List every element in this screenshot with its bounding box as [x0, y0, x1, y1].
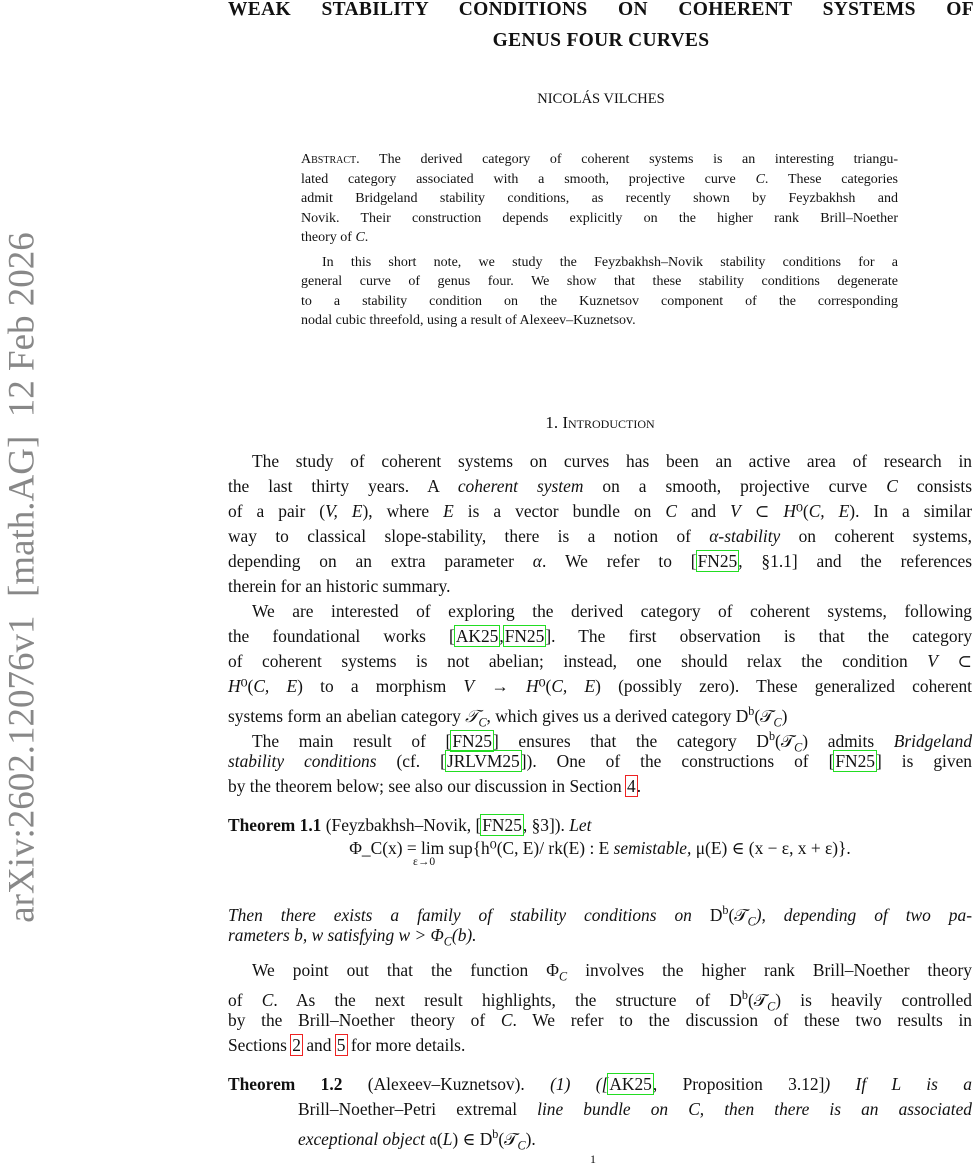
text-segment: C — [886, 476, 898, 496]
formula-lhs: Φ_C(x) = — [349, 838, 421, 858]
text-segment: to a stability condition on the Kuznetsov component of the corresponding — [301, 294, 898, 309]
text-segment: V, E — [325, 501, 363, 521]
text-segment: consists — [897, 476, 972, 496]
text-segment: ) is heavily controlled — [775, 989, 972, 1010]
abstract-line — [301, 150, 898, 169]
text-segment: H — [228, 676, 241, 696]
text-segment: ). — [525, 1128, 536, 1149]
text-segment: C — [794, 740, 803, 755]
text-segment: , §1.1] and the references — [738, 551, 973, 571]
text-segment: C — [478, 715, 487, 730]
text-segment: C, E — [808, 501, 850, 521]
text-line — [228, 813, 972, 837]
page-number: 1 — [590, 1152, 596, 1166]
citation-link[interactable]: FN25 — [835, 751, 875, 771]
text-segment: , which gives us a derived category D — [486, 705, 749, 726]
text-segment: for more details. — [346, 1035, 466, 1055]
text-segment: (𝒯 — [728, 904, 748, 925]
abstract-line — [301, 292, 898, 311]
abstract-line — [301, 209, 898, 228]
text-segment: involves the higher rank Brill–Noether theory — [567, 960, 972, 980]
text-segment: Novik. Their construction depends explicitly on the higher rank Brill–Noether — [301, 211, 898, 226]
text-line — [228, 499, 972, 523]
formula-rhs-end: μ(E) ∈ (x − ε, x + ε)}. — [691, 838, 851, 858]
text-line — [228, 774, 972, 798]
text-segment: of — [228, 989, 262, 1010]
text-segment: depending on an extra parameter — [228, 551, 533, 571]
text-segment: (𝒯 — [775, 730, 795, 751]
display-formula — [228, 838, 972, 868]
text-line — [228, 549, 972, 573]
text-segment: (1) ([ — [524, 1074, 609, 1094]
text-segment: 𝒯 — [465, 705, 479, 726]
text-segment: Let — [569, 815, 592, 835]
arxiv-identifier-stamp: arXiv:2602.12076v1 [math.AG] 12 Feb 2026 — [1, 232, 43, 923]
text-segment: C — [443, 934, 452, 949]
text-segment: C, E — [551, 676, 596, 696]
text-segment: b — [748, 704, 755, 718]
text-segment: ⁰( — [795, 501, 809, 521]
text-segment: b — [768, 729, 776, 743]
text-segment: b — [741, 988, 748, 1002]
text-segment: b — [492, 1127, 499, 1141]
text-segment: , — [499, 626, 504, 646]
text-segment: systems form an abelian category — [228, 705, 466, 726]
section-reference-link[interactable]: 2 — [292, 1035, 301, 1055]
text-line — [252, 449, 972, 473]
text-segment: (Feyzbakhsh–Novik, [ — [321, 815, 482, 835]
abstract-line — [301, 228, 898, 247]
text-segment: L — [442, 1128, 453, 1149]
text-segment: way to classical slope-stability, there is a notion of — [228, 526, 710, 546]
text-segment: is a vector bundle on — [453, 501, 666, 521]
text-segment: α-stability — [709, 526, 781, 546]
text-segment: (Alexeev–Kuznetsov). — [342, 1074, 525, 1094]
text-segment: ⊂ — [937, 651, 972, 671]
text-segment: Bridgeland — [893, 730, 973, 751]
abstract-line — [301, 272, 898, 291]
text-segment: (𝒯 — [754, 705, 774, 726]
text-segment: ]. The first observation is that the category — [545, 626, 973, 646]
text-segment: C, E — [253, 676, 298, 696]
text-line — [228, 674, 972, 698]
text-line — [228, 624, 972, 648]
citation-link[interactable]: JRLVM25 — [446, 751, 520, 771]
text-segment: C — [767, 999, 776, 1014]
text-segment: , §3]). — [522, 815, 570, 835]
text-segment: admit Bridgeland stability conditions, as recently shown by Feyzbakhsh and — [301, 191, 898, 206]
text-line — [252, 724, 973, 755]
text-segment: line bundle on C, then there is an associated — [537, 1099, 972, 1119]
text-line — [228, 749, 972, 773]
text-segment: of a pair ( — [228, 501, 326, 521]
citation-link[interactable]: FN25 — [697, 551, 738, 571]
text-line — [298, 1122, 972, 1153]
text-segment: (𝒯 — [498, 1128, 518, 1149]
text-segment: C — [500, 1010, 513, 1030]
text-segment: ⁰( — [538, 676, 552, 696]
text-line — [228, 923, 972, 947]
text-segment: ) admits — [802, 730, 894, 751]
text-segment: We point out that the function Φ — [252, 960, 560, 980]
text-line — [228, 474, 972, 498]
text-segment: Sections — [228, 1035, 292, 1055]
citation-link[interactable]: FN25 — [504, 626, 545, 646]
citation-link[interactable]: AK25 — [455, 626, 499, 646]
abstract-line — [322, 253, 898, 272]
text-line — [252, 599, 972, 623]
text-segment: C — [665, 501, 677, 521]
paper-title: WEAK STABILITY CONDITIONS ON COHERENT SYSTEMS OF GENUS FOUR CURVES — [228, 0, 974, 51]
text-segment: ⊂ — [740, 501, 784, 521]
text-segment: (b). — [451, 925, 477, 945]
text-segment: (cf. [ — [376, 751, 446, 771]
text-line — [228, 1008, 972, 1032]
text-segment: . — [636, 776, 642, 796]
text-segment: stability conditions — [228, 751, 377, 771]
text-segment: (𝒯 — [748, 989, 768, 1010]
text-segment: The main result of [ — [252, 730, 452, 751]
text-segment: . We refer to the discussion of these two results in — [512, 1010, 972, 1030]
text-segment: ) ∈ D — [452, 1128, 493, 1149]
text-segment: . We refer to [ — [541, 551, 697, 571]
text-segment: The study of coherent systems on curves has been an active area of research in — [252, 451, 972, 471]
text-line — [228, 898, 972, 929]
text-segment: and — [301, 1035, 336, 1055]
text-line — [228, 1033, 972, 1057]
text-line — [228, 524, 972, 548]
text-segment: 𝔞( — [429, 1128, 443, 1149]
text-segment: C — [747, 914, 756, 929]
text-line — [252, 958, 972, 982]
text-segment: the foundational works [ — [228, 626, 455, 646]
text-segment: α — [532, 551, 542, 571]
text-segment: → — [474, 676, 526, 696]
section-heading: 1. Introduction — [545, 413, 655, 432]
text-segment: We are interested of exploring the derived category of coherent systems, following — [252, 601, 972, 621]
text-segment: The derived category of coherent systems is an interesting triangu- — [359, 152, 898, 167]
text-segment: b — [722, 903, 729, 917]
text-segment: Brill–Noether–Petri extremal — [298, 1099, 538, 1119]
text-segment: C — [559, 969, 568, 984]
text-segment: . As the next result highlights, the structure of D — [273, 989, 742, 1010]
text-line — [228, 649, 972, 673]
text-segment: C — [355, 230, 365, 245]
text-segment: , Proposition 3.12] — [652, 1074, 825, 1094]
text-segment: ) — [781, 705, 788, 726]
text-segment: Then there exists a family of stability conditions on — [228, 904, 710, 925]
citation-link[interactable]: AK25 — [609, 1074, 652, 1094]
text-segment: the last thirty years. A — [228, 476, 458, 496]
text-segment: ) to a morphism — [297, 676, 464, 696]
text-line — [228, 699, 972, 730]
author-name: NICOLÁS VILCHES — [537, 91, 665, 107]
text-segment: of coherent systems is not abelian; instead, one should relax the condition — [228, 651, 928, 671]
citation-link[interactable]: FN25 — [482, 815, 522, 835]
text-segment: Theorem 1.1 — [228, 815, 322, 835]
text-segment: and — [676, 501, 731, 521]
text-segment: H — [526, 676, 539, 696]
text-segment: ]). One of the constructions of [ — [520, 751, 835, 771]
text-segment: theory of — [301, 230, 356, 245]
text-segment: V — [463, 676, 475, 696]
text-segment: Theorem 1.2 — [228, 1074, 343, 1094]
formula-semistable: semistable, — [613, 838, 692, 858]
text-segment: ). In a similar — [849, 501, 972, 521]
abstract-line — [301, 170, 898, 189]
lim-operator: lim — [421, 838, 445, 858]
formula-lim — [413, 838, 445, 868]
text-segment: by the Brill–Noether theory of — [228, 1010, 501, 1030]
section-reference-link[interactable]: 5 — [336, 1035, 346, 1055]
text-segment: In this short note, we study the Feyzbakhsh–Novik stability conditions for a — [322, 255, 898, 270]
text-segment: V — [730, 501, 741, 521]
citation-link[interactable]: FN25 — [452, 730, 492, 751]
text-segment: D — [709, 904, 723, 925]
text-segment: general curve of genus four. We show that these stability conditions degenerate — [301, 274, 898, 289]
text-segment: . These categories — [764, 172, 899, 187]
text-line — [228, 983, 972, 1014]
lim-subscript: ε→0 — [413, 856, 436, 868]
text-line — [228, 574, 972, 598]
text-segment: therein for an historic summary. — [228, 576, 451, 596]
text-line — [298, 1097, 972, 1121]
text-segment: C — [261, 989, 274, 1010]
text-segment: ] ensures that the category D — [492, 730, 769, 751]
text-segment: coherent system — [457, 476, 584, 496]
formula-rhs: sup{h⁰(C, E)/ rk(E) : E — [444, 838, 614, 858]
section-reference-link[interactable]: 4 — [626, 776, 636, 796]
text-segment: lated category associated with a smooth, projective curve — [301, 172, 756, 187]
text-segment: C — [755, 172, 765, 187]
abstract-line — [301, 189, 898, 208]
text-segment: . — [364, 230, 369, 245]
text-segment: H — [783, 501, 796, 521]
text-segment: rameters b, w satisfying w > Φ — [228, 925, 444, 945]
text-segment: Abstract. — [301, 152, 360, 167]
text-segment: nodal cubic threefold, using a result of Alexeev–Kuznetsov. — [301, 313, 636, 328]
text-segment: ) If L is a — [824, 1074, 972, 1094]
text-segment: V — [927, 651, 938, 671]
text-segment: on coherent systems, — [780, 526, 972, 546]
text-segment: ), where — [362, 501, 444, 521]
text-line — [228, 1072, 972, 1096]
text-segment: ) (possibly zero). These generalized coherent — [595, 676, 973, 696]
text-segment: C — [773, 715, 782, 730]
text-segment: ] is given — [875, 751, 972, 771]
text-segment: by the theorem below; see also our discussion in Section — [228, 776, 626, 796]
text-segment: C — [517, 1138, 526, 1153]
text-segment: ⁰( — [240, 676, 254, 696]
text-segment: on a smooth, projective curve — [583, 476, 887, 496]
text-segment: exceptional object — [298, 1128, 430, 1149]
text-segment: E — [443, 501, 454, 521]
abstract-line — [301, 311, 898, 330]
text-segment: ), depending of two pa- — [755, 904, 972, 925]
